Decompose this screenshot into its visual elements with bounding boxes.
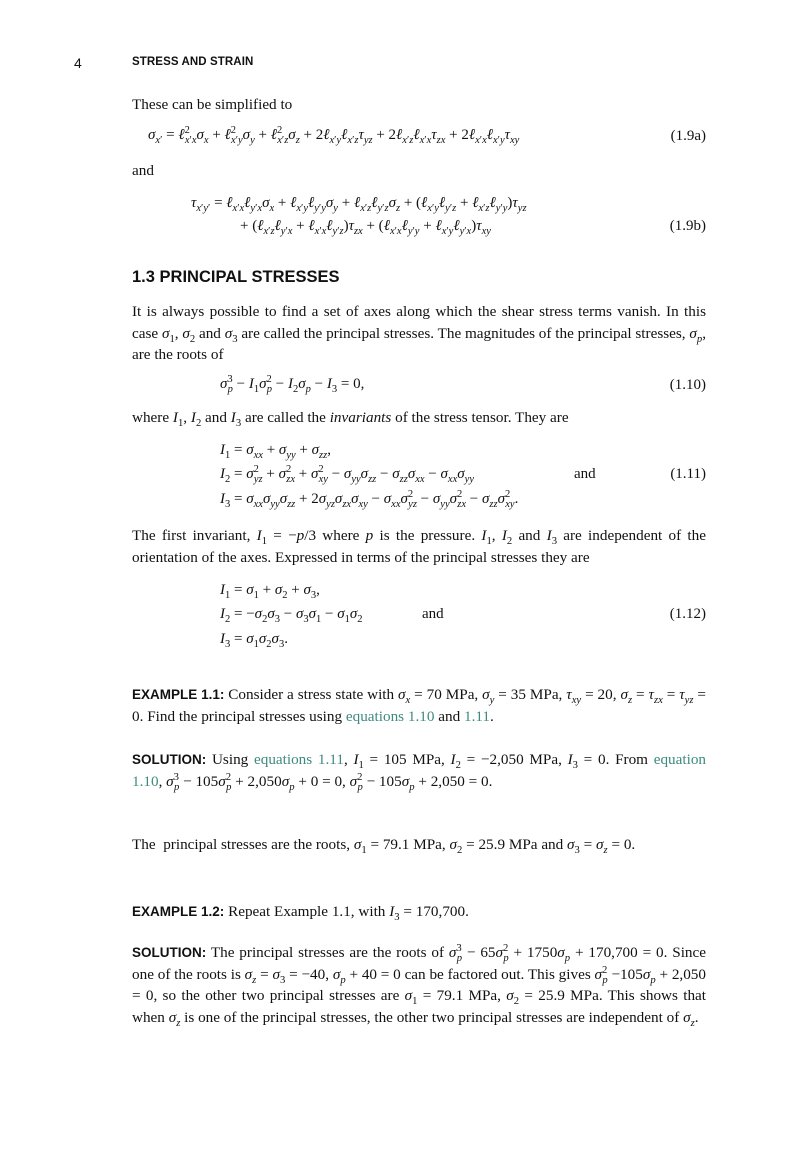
equation-1-12-line1: $I_1 = \sigma_1 + \sigma_2 + \sigma_3$, [220,582,320,601]
equation-number-1-12: (1.12) [669,606,706,622]
link-equations-1-10[interactable]: equations 1.10 [345,707,435,725]
solution-1-1-label: SOLUTION: [132,752,207,767]
link-equations-1-11[interactable]: equations 1.11 [253,751,344,768]
principal-stresses-paragraph: It is always possible to find a set of axes along which the shear stress terms vanish. In this case $\sigma_1$, $\sigma_2$ and $\sigma_3$ are called the principal stresses. The magnitudes of the principal stresses, $\sigma_p$, are the roots of [132,303,706,364]
equation-1-12-line2: $I_2 = -\sigma_2\sigma_3 - \sigma_3\sigma_1 - \sigma_1\sigma_2$ [220,606,363,625]
equation-1-11-line3: $I_3 = \sigma_{xx}\sigma_{yy}\sigma_{zz} + 2\sigma_{yz}\sigma_{zx}\sigma_{xy} - \sigma_{xx}\sigma^2_{yz} - \sigma_{yy}\sigma^2_{zx} - \sigma_{zz}\sigma^2_{xy}$. [220,489,519,510]
roots-text: The principal stresses are the roots, $\sigma_1 = 79.1$ MPa, $\sigma_2 = 25.9$ MPa and $\sigma_3 = \sigma_z = 0$. [132,836,636,857]
invariants-intro: where $I_1$, $I_2$ and $I_3$ are called the invariants of the stress tensor. They are [132,409,569,430]
section-heading: 1.3 PRINCIPAL STRESSES [132,268,340,286]
equation-number-1-10: (1.10) [669,377,706,393]
equation-1-9b-line2: + (ℓ$_{x'z}$ℓ$_{y'x}$ + $\ell_{x'x}\ell_{y'z})\tau_{zx}$ + (ℓ$_{x'x}$ℓ$_{y'y}$ + $\ell_{x'y}\ell_{y'x})\tau_{xy}$ [240,218,491,237]
solution-1-1: SOLUTION: Using equations 1.11, $I_1 = 105$ MPa, $I_2 = -2,050$ MPa, $I_3 = 0$. From equation 1.10, $\sigma^3_p - 105\sigma^2_p + 2,050\sigma_p + 0 = 0$, $\sigma^2_p - 105\sigma_p + 2,050 = 0$. [132,751,707,793]
equation-1-11-line1: $I_1 = \sigma_{xx} + \sigma_{yy} + \sigma_{zz}$, [220,442,331,461]
example-1-1: EXAMPLE 1.1: Consider a stress state with $\sigma_x = 70$ MPa, $\sigma_y = 35$ MPa, $\tau_{xy} = 20$, $\sigma_z = \tau_{zx} = \tau_{yz} = 0$. Find the principal stresses using equations 1.10 and 1.11. [132,686,706,725]
equation-number-1-11: (1.11) [670,466,706,482]
equation-1-11-line2: $I_2 = \sigma^2_{yz} + \sigma^2_{zx} + \sigma^2_{xy} - \sigma_{yy}\sigma_{zz} - \sigma_{zz}\sigma_{xx} - \sigma_{xx}\sigma_{yy}$ [220,464,474,485]
equation-1-9a: $\sigma_{x'}$ = $\ell^2_{x'x}\sigma_x$ + $\ell^2_{x'y}\sigma_y$ + $\ell^2_{x'z}\sigma_z$ + $2\ell_{x'y}\ell_{x'z}\tau_{yz}$ + $2\ell_{x'z}\ell_{x'x}\tau_{zx}$ + $2\ell_{x'x}\ell_{x'y}\tau_{xy}$ [148,125,520,146]
page-number: 4 [74,55,82,71]
example-1-1-label: EXAMPLE 1.1: [132,687,225,702]
equation-1-10: $\sigma^3_p - I_1\sigma^2_p - I_2\sigma_p - I_3 = 0$, [220,374,365,395]
equation-1-12-line3: $I_3 = \sigma_1\sigma_2\sigma_3$. [220,631,288,650]
link-equation-1-11[interactable]: 1.11 [464,707,491,725]
and-word-1-12: and [422,606,444,622]
equation-1-9b-line1: $\tau_{x'y'}$ = $\ell_{x'x}\ell_{y'x}\sigma_x$ + $\ell_{x'y}\ell_{y'y}\sigma_y$ + $\ell_{x'z}\ell_{y'z}\sigma_z$ + (ℓ$_{x'y}$ℓ$_{y'z}$ + $\ell_{x'z}\ell_{y'y})\tau_{yz}$ [191,195,527,214]
equation-number-1-9b: (1.9b) [669,218,706,234]
solution-1-2-label: SOLUTION: [132,945,207,960]
invariants-paragraph: The first invariant, $I_1 = -p/3$ where p is the pressure. $I_1$, $I_2$ and $I_3$ are independent of the orientation of the axes. Expressed in terms of the principal stresses they are [132,527,706,566]
running-header: STRESS AND STRAIN [132,56,254,68]
example-1-2-label: EXAMPLE 1.2: [132,904,225,919]
solution-1-2: SOLUTION: The principal stresses are the roots of $\sigma^3_p - 65\sigma^2_p + 1750\sigma_p + 170,700 = 0$. Since one of the roots is $\sigma_z = \sigma_3 = -40$, $\sigma_p + 40 = 0$ can be factored out. This gives $\sigma^2_p -105\sigma_p + 2,050 = 0$, so the other two principal stresses are $\sigma_1 = 79.1$ MPa, $\sigma_2 = 25.9$ MPa. This shows that when $\sigma_z$ is one of the principal stresses, the other two principal stresses are independent of $\sigma_z$. [132,942,707,1029]
and-text: and [132,162,154,179]
and-word-1-11: and [574,466,596,482]
intro-text: These can be simplified to [132,96,293,113]
link-equation-1-10[interactable]: equation 1.10 [132,751,707,790]
example-1-2: EXAMPLE 1.2: Repeat Example 1.1, with $I_3 = 170,700$. [132,903,469,924]
equation-number-1-9a: (1.9a) [670,128,706,144]
